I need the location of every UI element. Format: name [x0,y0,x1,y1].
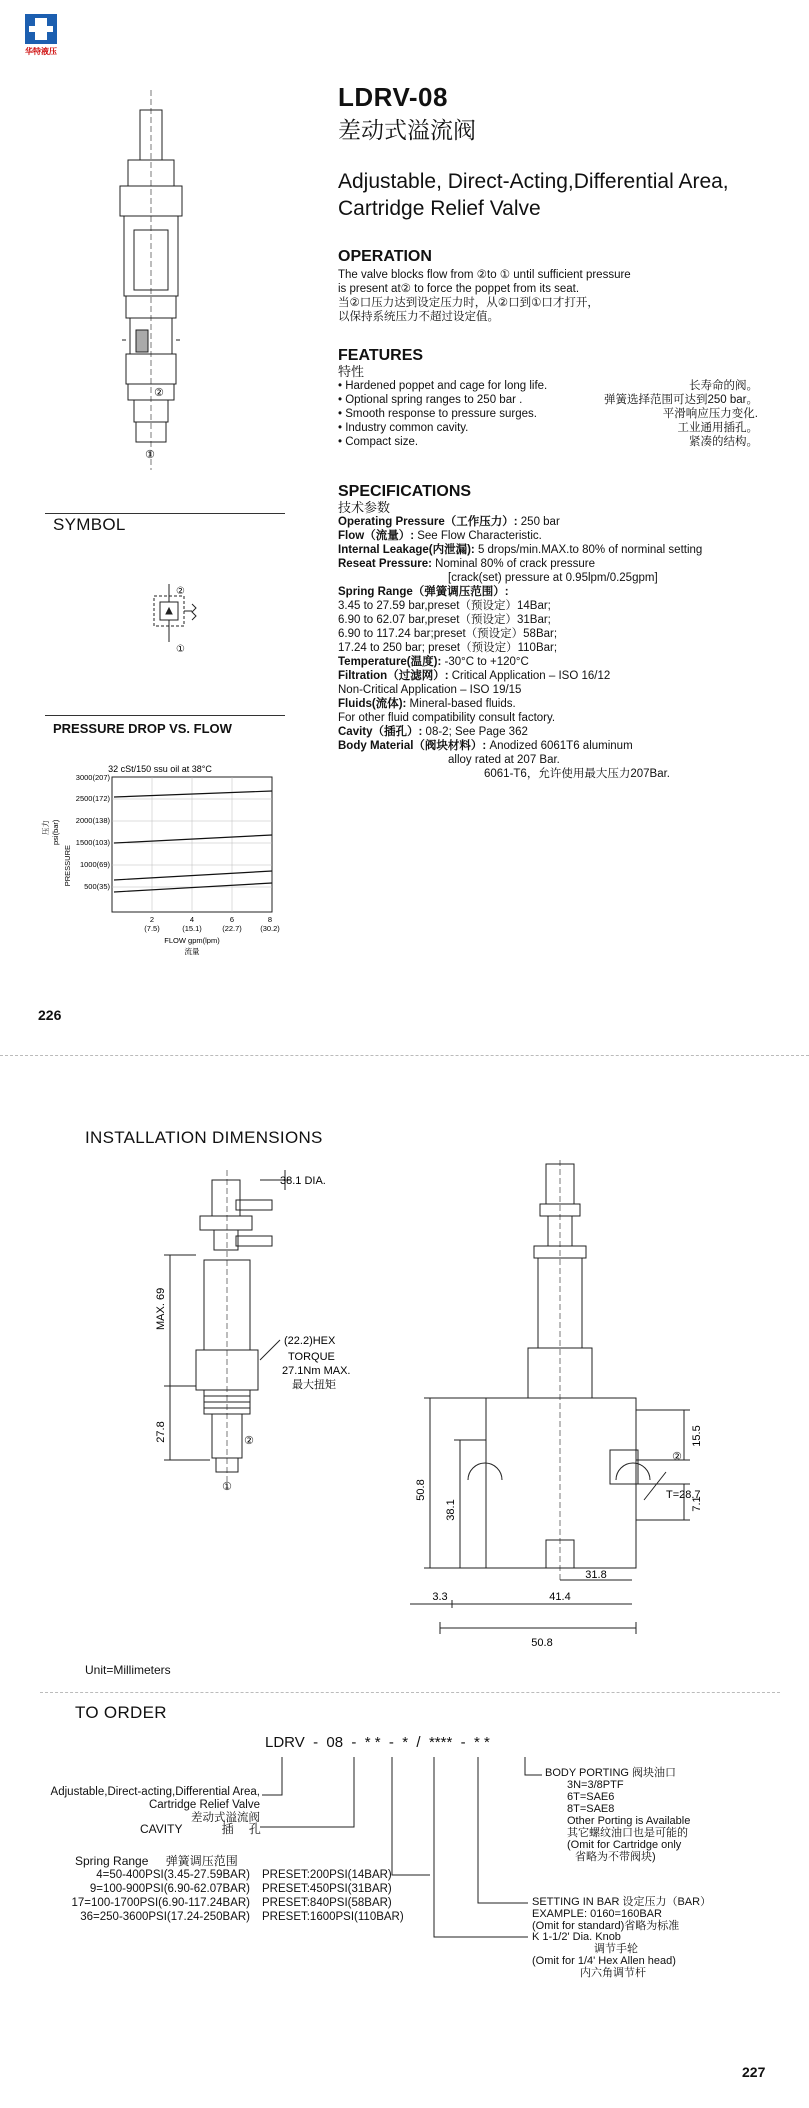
spec-label: Flow（流量）: [338,530,415,542]
operation-line: 当②口压力达到设定压力时，从②口到①口才打开， [338,297,599,309]
body-porting-line: 8T=SAE8 [567,1803,615,1815]
dim-50-8-h: 50.8 [531,1637,553,1649]
dim-27-8: 27.8 [155,1421,167,1443]
spec-line [338,669,788,683]
spec-line [338,683,788,697]
dim-41-4: 41.4 [549,1591,571,1603]
curve-500 [114,883,272,892]
body-porting-title: BODY PORTING 阀块油口 [545,1767,677,1779]
dim-hex: (22.2)HEX [284,1335,336,1347]
page-number-left: 226 [38,1007,62,1023]
features-heading-cn: 特性 [338,364,365,379]
y-tick: 3000(207) [75,773,110,782]
spec-line [338,529,788,543]
operation-line: 以保持系统压力不超过设定值。 [338,311,499,323]
operation-line: The valve blocks flow from ②to ① until sufficient pressure [338,269,631,281]
x-tick-lpm: (22.7) [222,924,242,933]
y-tick: 2500(172) [75,794,110,803]
spec-value: 3.45 to 27.59 bar,preset（预设定）14Bar; [338,600,551,612]
model-title: LDRV-08 [338,82,448,112]
model-subtitle [338,168,798,222]
brand-name: 华特液压 [25,47,57,56]
port-1-label: ① [145,449,155,461]
spring-row: 4=50-400PSI(3.45-27.59BAR) PRESET:200PSI(14BAR) [96,1869,392,1881]
pressure-drop-rule [45,715,285,716]
spec-line [338,571,788,585]
body-porting-line: Other Porting is Available [567,1815,691,1827]
order-cavity-label: CAVITY [140,1822,183,1836]
spec-line [338,641,788,655]
feature-item: • Optional spring ranges to 250 bar . 弹簧选择范围可达到250 bar。 [338,394,758,406]
x-tick: 8 [267,915,273,924]
spec-value: 5 drops/min.MAX.to 80% of norminal setting [474,544,703,556]
spec-value: [crack(set) pressure at 0.95lpm/0.25gpm] [448,572,658,584]
dim-3-3: 3.3 [432,1591,448,1603]
features-heading: FEATURES [338,347,424,364]
spec-list [338,515,788,781]
spec-label: Fluids(流体): [338,698,407,710]
page-divider [0,1055,809,1056]
body-porting-line: 6T=SAE6 [567,1791,615,1803]
knob-title: K 1-1/2' Dia. Knob [532,1931,621,1943]
install-drawing-left [130,1160,390,1520]
feature-item: • Industry common cavity. 工业通用插孔。 [338,422,758,434]
body-porting-line: 3N=3/8PTF [567,1779,624,1791]
port-2-label: ② [154,387,164,399]
x-tick-lpm: (30.2) [260,924,280,933]
spec-line [338,753,788,767]
spec-value: Non-Critical Application – ISO 19/15 [338,684,522,696]
chart-note: 32 cSt/150 ssu oil at 38°C [108,764,212,774]
spring-row: 9=100-900PSI(6.90-62.07BAR) PRESET:450PSI(31BAR) [89,1883,392,1895]
spec-line [338,627,788,641]
x-tick: 6 [229,915,235,924]
symbol-port-1: ① [176,644,185,655]
spec-value: 6061-T6，允许使用最大压力207Bar. [484,768,670,780]
spring-row: 17=100-1700PSI(6.90-117.24BAR) PRESET:840PSI(58BAR) [71,1897,392,1909]
setting-block [532,1896,792,1932]
setting-title: SETTING IN BAR 设定压力（BAR） [532,1896,712,1908]
features-section [338,347,758,449]
knob-block [532,1931,792,1979]
spec-heading-cn: 技术参数 [338,500,391,515]
symbol-heading: SYMBOL [53,515,126,534]
y-tick: 1500(103) [75,838,110,847]
y-tick: 2000(138) [75,816,110,825]
spec-value: For other fluid compatibility consult factory. [338,712,556,724]
dim-31-8: 31.8 [585,1569,607,1581]
operation-line: is present at② to force the poppet from its seat. [338,283,580,295]
dim-7-1: 7.1 [691,1496,703,1512]
spec-value: 6.90 to 117.24 bar;preset（预设定）58Bar; [338,628,558,640]
spec-label: Temperature(温度): [338,656,442,668]
spec-value: -30°C to +120°C [441,656,529,668]
spec-line [338,543,788,557]
spec-line [338,725,788,739]
y-label: PRESSURE [63,845,72,887]
knob-line: 内六角调节杆 [580,1967,646,1979]
order-desc-cn: 差动式溢流阀 [191,1812,260,1824]
right-port-2: ② [672,1451,682,1463]
spec-label: Filtration（过滤网）: [338,670,449,682]
specifications-section [338,483,788,781]
feature-item: • Smooth response to pressure surges. 平滑响应压力变化. [338,408,758,420]
left-port-2: ② [244,1435,254,1447]
brand-logo-mark [25,14,57,44]
spec-value: 08-2; See Page 362 [422,726,528,738]
spec-line [338,613,788,627]
torque-value: 27.1Nm MAX. [282,1365,351,1377]
setting-line: EXAMPLE: 0160=160BAR [532,1908,662,1920]
body-porting-line: (Omit for Cartridge only [567,1839,682,1851]
spring-table [40,1868,440,1924]
pressure-drop-chart [20,745,290,960]
spec-label: Cavity（插孔）: [338,726,423,738]
subtitle-line-1: Adjustable, Direct-Acting,Differential Area, [338,170,729,193]
order-divider [40,1692,780,1693]
spec-heading: SPECIFICATIONS [338,483,472,500]
spec-value: 250 bar [517,516,560,528]
model-title-cn: 差动式溢流阀 [338,117,476,143]
order-code: LDRV - 08 - * * - * / **** - * * [265,1734,490,1751]
spec-line [338,697,788,711]
spec-value: Critical Application – ISO 16/12 [448,670,611,682]
symbol-rule [45,513,285,514]
curve-3000 [114,791,272,797]
feature-item: • Hardened poppet and cage for long life. 长寿命的阀。 [338,380,758,392]
x-label-cn: 流量 [184,947,200,956]
spec-line [338,711,788,725]
pressure-drop-heading: PRESSURE DROP VS. FLOW [53,721,232,736]
spring-row: 36=250-3600PSI(17.24-250BAR) PRESET:1600PSI(110BAR) [80,1911,404,1923]
spec-label: Reseat Pressure: [338,558,432,570]
dim-max: MAX. 69 [155,1287,167,1330]
unit-note: Unit=Millimeters [85,1663,171,1677]
page-number-right: 227 [742,2064,766,2080]
brand-logo [18,14,64,60]
spec-value: Nominal 80% of crack pressure [431,558,595,570]
install-drawing-right [410,1160,740,1660]
operation-text [338,268,778,324]
y-label-cn: 压力 [41,820,50,835]
spec-value: 6.90 to 62.07 bar,preset（预设定）31Bar; [338,614,551,626]
torque-label: TORQUE [288,1351,335,1363]
knob-line: 调节手轮 [594,1943,638,1955]
order-cavity [140,1820,261,1837]
knob-line: (Omit for 1/4' Hex Allen head) [532,1955,676,1967]
symbol-port-2: ② [176,586,185,597]
feature-item: • Compact size. 紧凑的结构。 [338,436,758,448]
left-port-1: ① [222,1481,232,1493]
y-unit: psi(bar) [51,819,60,845]
dim-15-5: 15.5 [691,1425,703,1447]
subtitle-line-2: Cartridge Relief Valve [338,197,541,220]
spec-line [338,557,788,571]
y-tick: 500(35) [84,882,110,891]
spec-label: Spring Range（弹簧调压范围）: [338,586,509,598]
spec-label: Internal Leakage(内泄漏): [338,544,475,556]
x-label: FLOW gpm(lpm) [164,936,220,945]
torque-cn: 最大扭矩 [292,1379,336,1391]
spring-label: Spring Range [75,1854,149,1868]
y-tick: 1000(69) [79,860,110,869]
order-desc-line: Adjustable,Direct-acting,Differential Area, [50,1786,260,1798]
curve-1000 [114,871,272,880]
x-tick: 4 [189,915,195,924]
order-spring-label [75,1852,238,1869]
order-desc-line: Cartridge Relief Valve [148,1799,260,1811]
dim-38-1: 38.1 [445,1499,457,1521]
operation-section [338,248,778,324]
spec-label: Body Material（阀块材料）: [338,740,487,752]
spec-value: Mineral-based fluids. [406,698,516,710]
spec-line [338,515,788,529]
spring-label-cn: 弹簧调压范围 [165,1854,238,1868]
spec-label: Operating Pressure（工作压力）: [338,516,518,528]
dim-50-8-v: 50.8 [415,1479,427,1501]
hydraulic-symbol [120,580,210,660]
body-porting-line: 其它螺纹油口也是可能的 [567,1827,688,1839]
setting-line: (Omit for standard)省略为标准 [532,1920,680,1932]
spec-line [338,599,788,613]
spec-line [338,655,788,669]
body-porting-line: 省略为不带阀块) [575,1851,656,1863]
dim-t-28-7: T=28.7 [666,1489,701,1501]
order-heading: TO ORDER [75,1703,167,1722]
spec-value: Anodized 6061T6 aluminum [486,740,633,752]
spec-line [338,585,788,599]
cartridge-section-drawing [100,90,210,490]
body-porting-block [545,1767,785,1863]
x-tick-lpm: (7.5) [144,924,160,933]
spec-value: 17.24 to 250 bar; preset（预设定）110Bar; [338,642,558,654]
order-cavity-cn: 插 孔 [221,1822,261,1836]
operation-heading: OPERATION [338,248,432,265]
x-tick-lpm: (15.1) [182,924,202,933]
spec-value: alloy rated at 207 Bar. [448,754,560,766]
curve-2000 [114,835,272,843]
spec-line [338,739,788,753]
install-heading: INSTALLATION DIMENSIONS [85,1128,323,1147]
features-list [338,379,758,449]
dim-dia: 38.1 DIA. [280,1175,326,1187]
spec-line [338,767,788,781]
spec-value: See Flow Characteristic. [414,530,542,542]
x-tick: 2 [149,915,155,924]
